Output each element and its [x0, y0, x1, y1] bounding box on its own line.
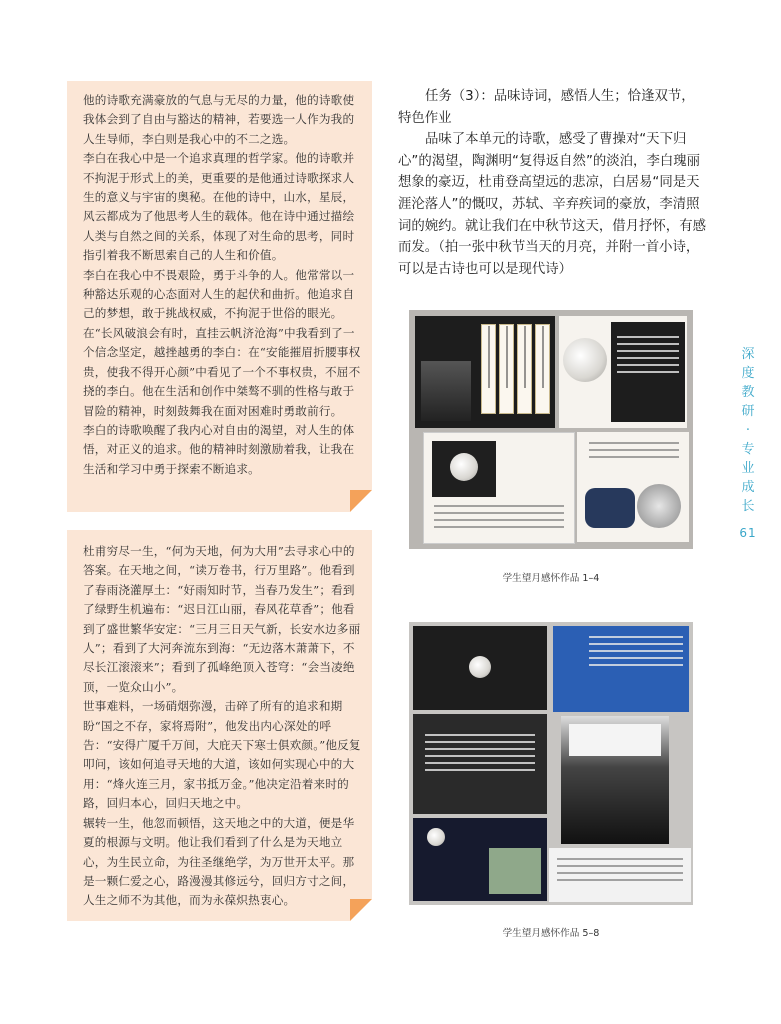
- folded-corner: [350, 490, 372, 512]
- artwork-card-blue-poem: [553, 626, 689, 712]
- artwork-card-moon-photo: [413, 626, 547, 710]
- page-number: 61: [739, 526, 757, 540]
- task-heading: 任务（3）：品味诗词，感悟人生；恰逢双节，特色作业: [398, 89, 695, 126]
- sidebar-char: ·: [745, 423, 751, 438]
- sidebar-char: 度: [741, 366, 755, 381]
- artwork-card-city-night: [415, 316, 555, 428]
- artwork-card-dark-sky: [413, 818, 547, 901]
- essay-note-li-bai: [67, 81, 372, 512]
- photo-caption: 学生望月感怀作品 1–4: [502, 573, 600, 584]
- photo-caption: 学生望月感怀作品 5–8: [502, 928, 600, 939]
- sidebar-char: 专: [741, 442, 755, 457]
- paragraph: 他的诗歌充满豪放的气息与无尽的力量，他的诗歌使我体会到了自由与豁达的精神，若要选一人作为我的人生导师，李白则是我心中的不二之选。: [83, 93, 355, 146]
- task-body: 品味了本单元的诗歌，感受了曹操对“天下归心”的渴望，陶渊明“复得返自然”的淡泊，李白瑰丽想象的豪迈，杜甫登高望远的悲凉，白居易“同是天涯沦落人”的慨叹，苏轼、辛弃疾词的豪放，李清照词的婉约。就让我们在中秋节这天，借月抒怀，有感而发。（拍一张中秋节当天的月亮，并附一首小诗，可以是古诗也可以是现代诗）: [398, 132, 706, 277]
- essay-note-du-fu: [67, 530, 372, 921]
- paragraph: 杜甫穷尽一生，“何为天地，何为大用”去寻求心中的答案。在天地之间，“读万卷书，行万里路”。他看到了春雨浇灌厚土：“好雨知时节，当春乃发生”；看到了绿野生机遍布：“迟日江山丽，春风花草香”；他看到了盛世繁华安定：“三月三日天气新，长安水边多丽人”；看到了大河奔流东到海：“无边落木萧萧下，不尽长江滚滚来”；看到了孤峰绝顶入苍穹：“会当凌绝顶，一览众山小”。: [83, 544, 361, 694]
- essay-text: [83, 91, 364, 479]
- artwork-card-handwritten-poem: [549, 848, 691, 902]
- artwork-card-moon-poem: [559, 316, 687, 428]
- artwork-card-ink-moon: [577, 432, 689, 542]
- artwork-card-night-text: [413, 714, 547, 814]
- paragraph: 李白在我心中是一个追求真理的哲学家。他的诗歌并不拘泥于形式上的美，更重要的是他通过诗歌探求人生的意义与宇宙的奥秘。在他的诗中，山水，星辰，风云都成为了他思考人生的载体。他在诗中通过描绘人类与自然之间的关系，体现了对生命的思考，同时指引着我不断思索自己的人生和价值。: [83, 151, 355, 263]
- task-section: [398, 86, 708, 280]
- sidebar-char: 长: [741, 499, 755, 514]
- sidebar-char: 业: [741, 461, 755, 476]
- sidebar-char: 成: [741, 480, 755, 495]
- artwork-card-wangyue: [423, 432, 575, 544]
- paragraph: 李白在我心中不畏艰险，勇于斗争的人。他常常以一种豁达乐观的心态面对人生的起伏和曲折。他追求自己的梦想，敢于挑战权威，不拘泥于世俗的眼光。在“长风破浪会有时，直挂云帆济沧海”中我看到了一个信念坚定，越挫越勇的李白：在“安能摧眉折腰事权贵，使我不得开心颜”中看见了一个不事权贵，不屈不挠的李白。他在生活和创作中桀骜不驯的性格与敢于冒险的精神，时刻鼓舞我在面对困难时勇敢前行。: [83, 267, 361, 418]
- artwork-card-moonlit-water: [561, 716, 669, 844]
- student-work-photo-5-8: [409, 622, 693, 905]
- paragraph: 李白的诗歌唤醒了我内心对自由的渴望，对人生的体悟，对正义的追求。他的精神时刻激励着我，让我在生活和学习中勇于探索不断追求。: [83, 422, 355, 476]
- essay-text: [83, 542, 364, 911]
- folded-corner: [350, 899, 372, 921]
- section-sidebar-label: [737, 345, 759, 516]
- paragraph: 世事难料，一场硝烟弥漫，击碎了所有的追求和期盼“国之不存，家将焉附”，他发出内心深处的呼告：“安得广厦千万间，大庇天下寒士俱欢颜。”他反复叩问，该如何追寻天地的大道，该如何实现心中的大用：“烽火连三月，家书抵万金。”他决定沿着来时的路，回归本心，回归天地之中。: [83, 699, 361, 811]
- paragraph: 辗转一生，他忽而顿悟，这天地之中的大道，便是华夏的根源与文明。他让我们看到了什么是为天地立心，为生民立命，为往圣继绝学，为万世开太平。那是一颗仁爱之心，路漫漫其修远兮，回归方寸之间，人生之师不为其他，而为永葆炽热衷心。: [83, 815, 355, 908]
- sidebar-char: 教: [741, 385, 755, 400]
- student-work-photo-1-4: [409, 310, 693, 549]
- sidebar-char: 研: [741, 404, 755, 419]
- sidebar-char: 深: [741, 347, 755, 362]
